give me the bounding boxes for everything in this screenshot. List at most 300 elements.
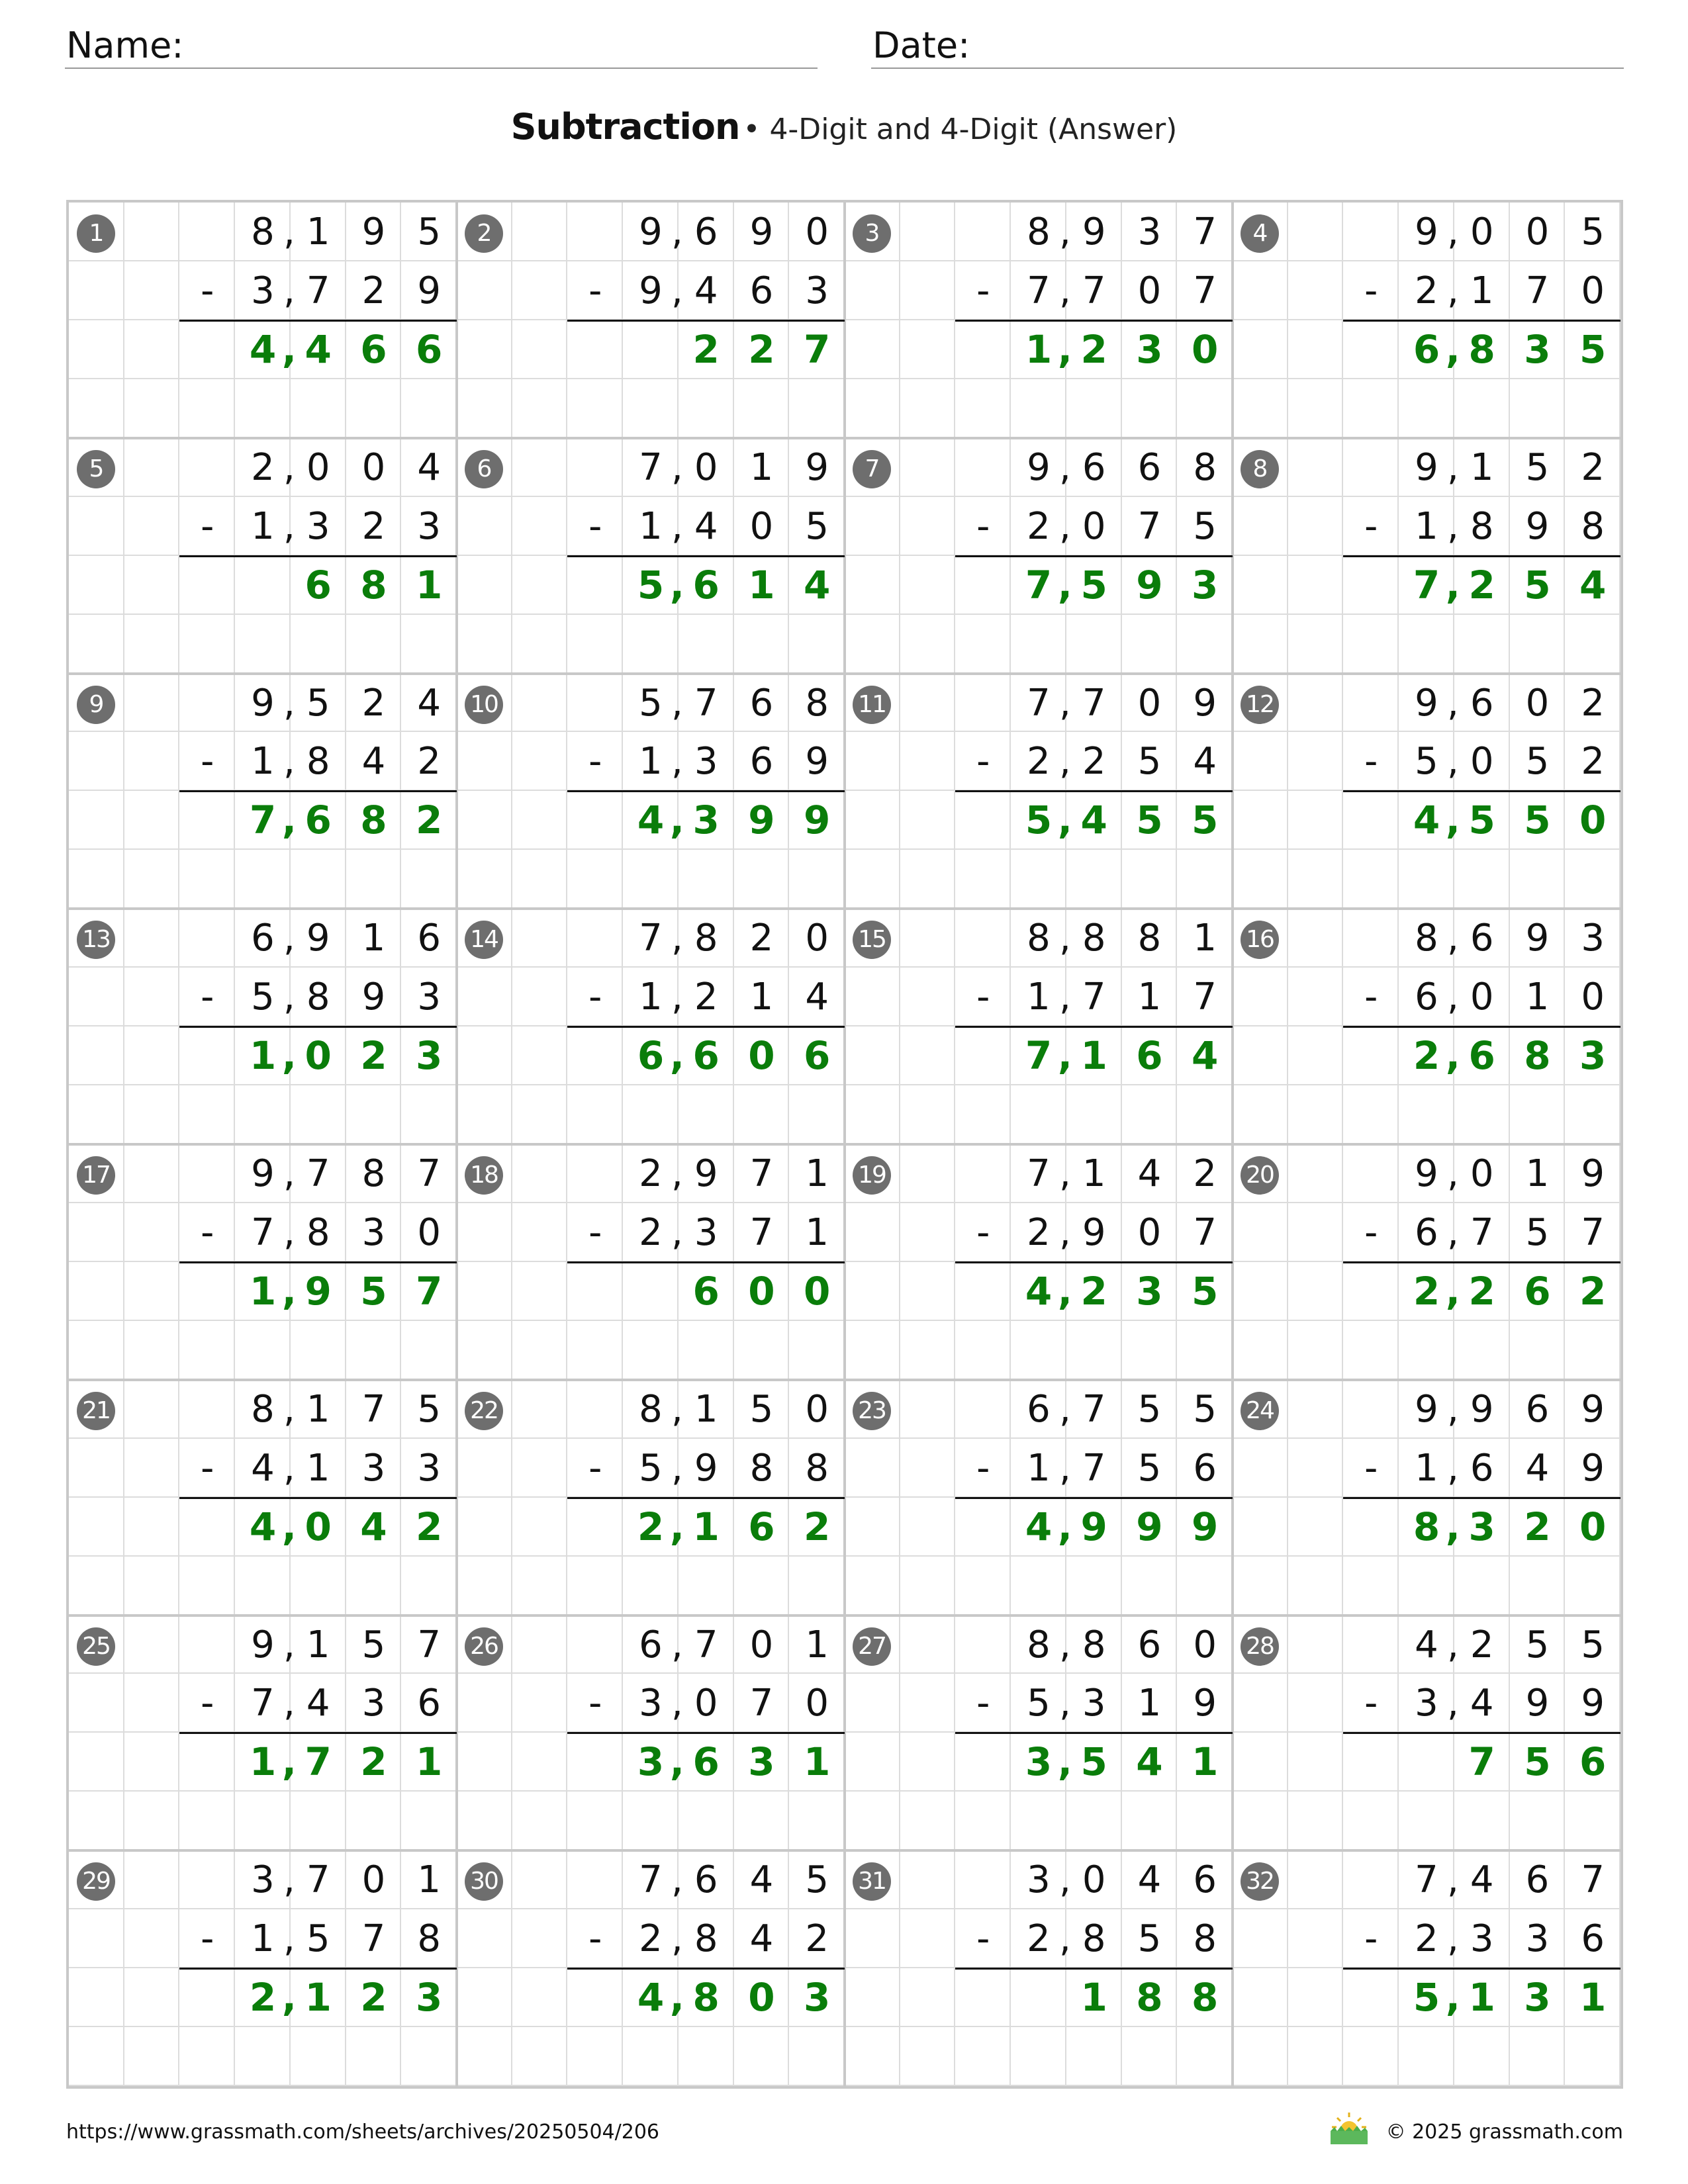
digit: 4 (694, 504, 718, 548)
digit: 3 (1579, 1033, 1607, 1079)
comma: , (1446, 1210, 1459, 1254)
digit: 0 (417, 1210, 441, 1254)
comma: , (1058, 1917, 1071, 1961)
subtrahend-row (69, 1439, 458, 1498)
minus-sign: - (976, 1682, 990, 1725)
digit: 9 (251, 1623, 275, 1666)
problem-number-badge: 30 (465, 1862, 503, 1901)
minuend-row (845, 203, 1234, 261)
comma: , (1446, 504, 1459, 548)
digit: 6 (1470, 917, 1494, 960)
digit: 9 (1525, 1682, 1550, 1725)
minuend-row (1233, 1144, 1622, 1203)
digit: 7 (1025, 562, 1053, 608)
digit: 4 (1080, 797, 1107, 843)
digit: 5 (1191, 797, 1219, 843)
comma: , (283, 1210, 295, 1254)
comma: , (1446, 269, 1459, 312)
digit: 0 (1193, 1623, 1217, 1666)
problem-10 (457, 674, 845, 909)
digit: 8 (1027, 1623, 1051, 1666)
digit: 7 (749, 1152, 774, 1195)
answer-row (845, 1026, 1234, 1085)
problem-27 (845, 1615, 1233, 1851)
digit: 0 (305, 1504, 332, 1549)
digit: 9 (639, 210, 663, 253)
problem-number-badge: 3 (853, 214, 891, 253)
digit: 9 (1581, 1152, 1605, 1195)
digit: 1 (803, 1739, 831, 1785)
digit: 5 (1581, 210, 1605, 253)
digit: 7 (749, 1210, 774, 1254)
problem-5 (69, 438, 457, 674)
problem-21 (69, 1380, 457, 1615)
minuend-row (69, 1144, 458, 1203)
comma: , (1446, 740, 1459, 784)
digit: 9 (1525, 917, 1550, 960)
problem-11 (845, 674, 1233, 909)
minuend-row (845, 909, 1234, 968)
digit: 6 (639, 1623, 663, 1666)
digit: 5 (417, 210, 441, 253)
digit: 7 (361, 1917, 386, 1961)
digit: 3 (1581, 917, 1605, 960)
digit: 8 (1415, 917, 1438, 960)
minus-sign: - (976, 740, 990, 784)
digit: 5 (361, 1623, 386, 1666)
digit: 4 (1525, 1446, 1550, 1490)
digit: 1 (415, 562, 443, 608)
answer-row (69, 1968, 458, 2027)
digit: 8 (360, 797, 387, 843)
answer-row (845, 1733, 1234, 1792)
digit: 2 (1470, 1623, 1494, 1666)
digit: 2 (361, 269, 386, 312)
comma: , (1058, 976, 1071, 1019)
digit: 3 (251, 1858, 275, 1902)
digit: 5 (1193, 1387, 1217, 1431)
digit: 6 (1525, 1858, 1550, 1902)
digit: 6 (1470, 1446, 1494, 1490)
problem-number-badge: 21 (77, 1392, 115, 1430)
digit: 3 (637, 1739, 665, 1785)
digit: 4 (361, 740, 386, 784)
comma: , (671, 1152, 683, 1195)
minuend-row (69, 1850, 458, 1909)
minus-sign: - (1364, 1682, 1378, 1725)
digit: 7 (803, 326, 831, 372)
minus-sign: - (588, 504, 602, 548)
digit: 6 (803, 1033, 831, 1079)
digit: 6 (1525, 1387, 1550, 1431)
comma: , (1057, 562, 1072, 608)
digit: 2 (1082, 740, 1106, 784)
digit: 9 (1415, 210, 1438, 253)
digit: 1 (306, 1446, 330, 1490)
problem-29 (69, 1850, 457, 2086)
minus-sign: - (976, 269, 990, 312)
comma: , (281, 1033, 297, 1079)
digit: 2 (1193, 1152, 1217, 1195)
subtrahend-row (1233, 1674, 1622, 1733)
digit: 9 (1136, 562, 1163, 608)
digit: 2 (803, 1504, 831, 1549)
digit: 0 (748, 1975, 775, 2021)
digit: 1 (1525, 976, 1550, 1019)
digit: 7 (1470, 1210, 1494, 1254)
problem-31 (845, 1850, 1233, 2086)
digit: 5 (1525, 1623, 1550, 1666)
digit: 7 (1193, 976, 1217, 1019)
comma: , (283, 210, 295, 253)
comma: , (669, 1739, 684, 1785)
subtrahend-row (845, 732, 1234, 791)
comma: , (281, 326, 297, 372)
digit: 1 (1415, 504, 1438, 548)
answer-row (69, 791, 458, 850)
digit: 0 (694, 445, 718, 489)
date-field (871, 24, 1624, 69)
digit: 1 (251, 1917, 275, 1961)
comma: , (1057, 797, 1072, 843)
digit: 1 (692, 1504, 720, 1549)
comma: , (671, 210, 683, 253)
minus-sign: - (1364, 976, 1378, 1019)
digit: 0 (1581, 976, 1605, 1019)
digit: 8 (639, 1387, 663, 1431)
digit: 9 (1581, 1682, 1605, 1725)
digit: 6 (749, 740, 774, 784)
problem-number-badge: 2 (465, 214, 503, 253)
digit: 1 (749, 445, 774, 489)
digit: 0 (1082, 1858, 1106, 1902)
digit: 7 (415, 1268, 443, 1314)
minuend-row (69, 1380, 458, 1439)
problem-7 (845, 438, 1233, 674)
answer-row (69, 1733, 458, 1792)
digit: 1 (306, 210, 330, 253)
comma: , (1446, 1858, 1459, 1902)
comma: , (669, 1504, 684, 1549)
digit: 9 (1525, 504, 1550, 548)
digit: 6 (417, 917, 441, 960)
comma: , (1058, 210, 1071, 253)
minuend-row (69, 1615, 458, 1674)
digit: 1 (1579, 1975, 1607, 2021)
digit: 6 (305, 562, 332, 608)
digit: 6 (1413, 326, 1440, 372)
digit: 2 (1080, 326, 1107, 372)
digit: 8 (694, 1917, 718, 1961)
digit: 4 (1191, 1033, 1219, 1079)
comma: , (1445, 1504, 1460, 1549)
minus-sign: - (588, 740, 602, 784)
minuend-row (457, 203, 846, 261)
problem-number-badge: 1 (77, 214, 115, 253)
digit: 8 (1524, 1033, 1551, 1079)
digit: 5 (1080, 562, 1107, 608)
comma: , (1058, 504, 1071, 548)
answer-row (69, 1498, 458, 1557)
digit: 3 (692, 797, 720, 843)
digit: 6 (1579, 1739, 1607, 1785)
problem-19 (845, 1144, 1233, 1380)
digit: 0 (1581, 269, 1605, 312)
digit: 9 (748, 797, 775, 843)
digit: 6 (749, 681, 774, 725)
digit: 2 (417, 740, 441, 784)
footer-url: https://www.grassmath.com/sheets/archives/20250504/206 (66, 2120, 660, 2144)
problem-12 (1233, 674, 1620, 909)
digit: 9 (1193, 681, 1217, 725)
answer-row (457, 1733, 846, 1792)
comma: , (1058, 445, 1071, 489)
problem-24 (1233, 1380, 1620, 1615)
comma: , (1058, 681, 1071, 725)
comma: , (1446, 445, 1459, 489)
digit: 3 (803, 1975, 831, 2021)
answer-row (845, 556, 1234, 615)
answer-row (1233, 1262, 1622, 1321)
digit: 3 (1524, 1975, 1551, 2021)
digit: 2 (1027, 504, 1051, 548)
digit: 4 (1579, 562, 1607, 608)
digit: 7 (1082, 1446, 1106, 1490)
answer-row (69, 320, 458, 379)
digit: 9 (361, 210, 386, 253)
comma: , (1446, 1387, 1459, 1431)
digit: 7 (639, 1858, 663, 1902)
digit: 9 (251, 1152, 275, 1195)
minus-sign: - (1364, 1446, 1378, 1490)
digit: 7 (1468, 1739, 1495, 1785)
digit: 9 (749, 210, 774, 253)
digit: 7 (1082, 681, 1106, 725)
digit: 5 (1581, 1623, 1605, 1666)
digit: 2 (360, 1739, 387, 1785)
digit: 3 (251, 269, 275, 312)
digit: 2 (1581, 740, 1605, 784)
digit: 6 (692, 1268, 720, 1314)
minuend-row (457, 1615, 846, 1674)
problem-number-badge: 23 (853, 1392, 891, 1430)
digit: 1 (251, 504, 275, 548)
comma: , (1446, 917, 1459, 960)
digit: 9 (1193, 1682, 1217, 1725)
digit: 2 (249, 1975, 277, 2021)
problem-number-badge: 25 (77, 1627, 115, 1666)
digit: 8 (1027, 210, 1051, 253)
comma: , (671, 1917, 683, 1961)
digit: 6 (1136, 1033, 1163, 1079)
comma: , (669, 797, 684, 843)
digit: 1 (415, 1739, 443, 1785)
problem-number-badge: 29 (77, 1862, 115, 1901)
digit: 6 (748, 1504, 775, 1549)
digit: 5 (1468, 797, 1495, 843)
name-label: Name: (66, 24, 184, 66)
digit: 4 (694, 269, 718, 312)
answer-row (457, 1262, 846, 1321)
subtrahend-row (1233, 1909, 1622, 1968)
digit: 5 (1080, 1739, 1107, 1785)
digit: 7 (251, 1682, 275, 1725)
problem-17 (69, 1144, 457, 1380)
digit: 8 (805, 681, 829, 725)
digit: 1 (1470, 445, 1494, 489)
digit: 9 (1080, 1504, 1107, 1549)
digit: 7 (1025, 1033, 1053, 1079)
problem-30 (457, 1850, 845, 2086)
digit: 9 (1581, 1446, 1605, 1490)
digit: 1 (805, 1152, 829, 1195)
digit: 2 (639, 1917, 663, 1961)
digit: 1 (749, 976, 774, 1019)
digit: 6 (694, 210, 718, 253)
comma: , (1057, 1033, 1072, 1079)
comma: , (281, 797, 297, 843)
digit: 6 (417, 1682, 441, 1725)
digit: 8 (361, 1152, 386, 1195)
digit: 1 (1080, 1033, 1107, 1079)
digit: 6 (692, 562, 720, 608)
problem-13 (69, 909, 457, 1144)
subtrahend-row (457, 261, 846, 320)
title-subtitle: • 4-Digit and 4-Digit (Answer) (743, 113, 1178, 146)
digit: 3 (415, 1975, 443, 2021)
problem-number-badge: 19 (853, 1156, 891, 1195)
problem-number-badge: 20 (1241, 1156, 1279, 1195)
footer-copyright: © 2025 grassmath.com (1385, 2120, 1623, 2144)
digit: 9 (1415, 1387, 1438, 1431)
comma: , (1446, 1446, 1459, 1490)
digit: 3 (748, 1739, 775, 1785)
digit: 9 (1470, 1387, 1494, 1431)
problem-number-badge: 14 (465, 921, 503, 959)
digit: 1 (305, 1975, 332, 2021)
digit: 2 (1027, 740, 1051, 784)
problem-number-badge: 17 (77, 1156, 115, 1195)
digit: 6 (692, 1033, 720, 1079)
answer-row (457, 791, 846, 850)
problem-9 (69, 674, 457, 909)
digit: 1 (694, 1387, 718, 1431)
digit: 6 (305, 797, 332, 843)
digit: 2 (694, 976, 718, 1019)
digit: 7 (639, 445, 663, 489)
digit: 1 (1415, 1446, 1438, 1490)
minuend-row (845, 1380, 1234, 1439)
digit: 5 (417, 1387, 441, 1431)
digit: 7 (306, 269, 330, 312)
digit: 2 (1415, 1917, 1438, 1961)
digit: 4 (1193, 740, 1217, 784)
comma: , (1446, 681, 1459, 725)
minuend-row (69, 909, 458, 968)
digit: 3 (361, 1446, 386, 1490)
digit: 1 (361, 917, 386, 960)
digit: 4 (1136, 1739, 1163, 1785)
problem-number-badge: 26 (465, 1627, 503, 1666)
digit: 1 (1193, 917, 1217, 960)
comma: , (671, 1858, 683, 1902)
digit: 3 (1136, 326, 1163, 372)
minuend-row (457, 1380, 846, 1439)
digit: 0 (1082, 504, 1106, 548)
problem-15 (845, 909, 1233, 1144)
digit: 9 (1191, 1504, 1219, 1549)
digit: 1 (251, 740, 275, 784)
digit: 6 (1193, 1858, 1217, 1902)
digit: 6 (415, 326, 443, 372)
digit: 1 (249, 1739, 277, 1785)
minus-sign: - (201, 740, 214, 784)
digit: 4 (417, 681, 441, 725)
digit: 0 (1137, 269, 1162, 312)
minuend-row (845, 1615, 1234, 1674)
digit: 9 (639, 269, 663, 312)
digit: 5 (1027, 1682, 1051, 1725)
comma: , (1057, 1268, 1072, 1314)
answer-row (457, 1026, 846, 1085)
digit: 2 (692, 326, 720, 372)
problem-number-badge: 13 (77, 921, 115, 959)
digit: 7 (1193, 269, 1217, 312)
minus-sign: - (588, 269, 602, 312)
digit: 5 (306, 1917, 330, 1961)
comma: , (671, 445, 683, 489)
digit: 9 (251, 681, 275, 725)
digit: 6 (749, 269, 774, 312)
digit: 6 (1027, 1387, 1051, 1431)
digit: 7 (417, 1152, 441, 1195)
digit: 3 (417, 504, 441, 548)
comma: , (1057, 1504, 1072, 1549)
answer-row (1233, 320, 1622, 379)
digit: 5 (306, 681, 330, 725)
minuend-row (845, 1850, 1234, 1909)
comma: , (1445, 1033, 1460, 1079)
comma: , (1058, 1152, 1071, 1195)
answer-row (69, 1026, 458, 1085)
minus-sign: - (976, 504, 990, 548)
problem-23 (845, 1380, 1233, 1615)
comma: , (283, 917, 295, 960)
digit: 4 (1470, 1858, 1494, 1902)
digit: 5 (1137, 740, 1162, 784)
digit: 6 (1082, 445, 1106, 489)
digit: 2 (251, 445, 275, 489)
minus-sign: - (201, 1917, 214, 1961)
digit: 8 (1082, 1917, 1106, 1961)
digit: 3 (417, 976, 441, 1019)
minuend-row (69, 674, 458, 733)
subtrahend-row (1233, 1439, 1622, 1498)
comma: , (283, 1623, 295, 1666)
comma: , (671, 1682, 683, 1725)
subtrahend-row (1233, 732, 1622, 791)
digit: 4 (749, 1917, 774, 1961)
digit: 3 (639, 1682, 663, 1725)
digit: 4 (637, 797, 665, 843)
digit: 9 (1082, 1210, 1106, 1254)
digit: 7 (1193, 210, 1217, 253)
comma: , (281, 1504, 297, 1549)
digit: 7 (305, 1739, 332, 1785)
digit: 7 (1137, 504, 1162, 548)
digit: 2 (805, 1917, 829, 1961)
digit: 0 (1191, 326, 1219, 372)
